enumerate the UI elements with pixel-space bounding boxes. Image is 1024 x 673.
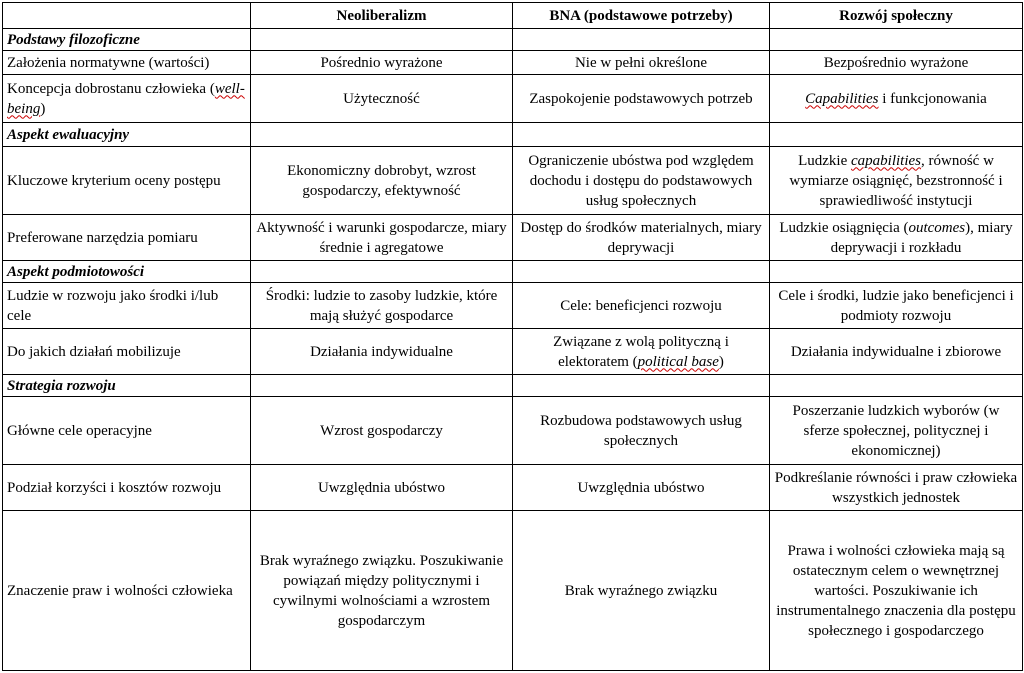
neoliberalizm-cell: Pośrednio wyrażone [251,51,513,75]
empty-cell [770,123,1023,147]
cell-text: i funkcjonowania [878,90,987,107]
neoliberalizm-cell: Uwzględnia ubóstwo [251,465,513,511]
cell-text: ) [718,353,724,370]
neoliberalizm-cell: Brak wyraźnego związku. Poszukiwanie powiązań między politycznymi i cywilnymi wolnościami a wzrostem gospodarczym [251,511,513,671]
empty-cell [513,375,770,397]
cell-text: Ludzkie [798,152,851,169]
row-label: Preferowane narzędzia pomiaru [3,215,251,261]
label-text: ) [40,100,46,117]
row-label: Kluczowe kryterium oceny postępu [3,147,251,215]
rozwoj-cell: Działania indywidualne i zbiorowe [770,329,1023,375]
bna-cell: Cele: beneficjenci rozwoju [513,283,770,329]
row-label [3,75,251,123]
table-row [3,397,1023,465]
table-row [3,329,1023,375]
rozwoj-cell [770,147,1023,215]
bna-cell: Dostęp do środków materialnych, miary deprywacji [513,215,770,261]
neoliberalizm-cell: Ekonomiczny dobrobyt, wzrost gospodarczy, efektywność [251,147,513,215]
rozwoj-cell: Poszerzanie ludzkich wyborów (w sferze społecznej, politycznej i ekonomicznej) [770,397,1023,465]
header-bna: BNA (podstawowe potrzeby) [513,3,770,29]
neoliberalizm-cell: Użyteczność [251,75,513,123]
section-row [3,261,1023,283]
row-label: Główne cele operacyjne [3,397,251,465]
rozwoj-cell: Bezpośrednio wyrażone [770,51,1023,75]
section-heading: Strategia rozwoju [3,375,251,397]
cell-text: Ludzkie osiągnięcia ( [779,219,909,236]
row-label: Znaczenie praw i wolności człowieka [3,511,251,671]
header-empty [3,3,251,29]
empty-cell [770,261,1023,283]
empty-cell [513,261,770,283]
cell-text: , równość w wymiarze osiągnięć, bezstronność i sprawiedliwość instytucji [789,152,1003,209]
neoliberalizm-cell: Aktywność i warunki gospodarcze, miary średnie i agregatowe [251,215,513,261]
section-row [3,29,1023,51]
bna-cell: Brak wyraźnego związku [513,511,770,671]
rozwoj-cell: Cele i środki, ludzie jako beneficjenci i podmioty rozwoju [770,283,1023,329]
neoliberalizm-cell: Działania indywidualne [251,329,513,375]
header-row [3,3,1023,29]
empty-cell [513,123,770,147]
section-row [3,123,1023,147]
bna-cell: Nie w pełni określone [513,51,770,75]
section-heading: Aspekt podmiotowości [3,261,251,283]
rozwoj-cell [770,75,1023,123]
bna-cell: Zaspokojenie podstawowych potrzeb [513,75,770,123]
section-row [3,375,1023,397]
table-row [3,75,1023,123]
section-heading: Aspekt ewaluacyjny [3,123,251,147]
rozwoj-cell: Podkreślanie równości i praw człowieka wszystkich jednostek [770,465,1023,511]
label-italic: well-being [7,80,245,117]
table-row [3,215,1023,261]
table-row [3,147,1023,215]
table-row [3,283,1023,329]
cell-italic: Capabilities [805,90,879,107]
row-label: Założenia normatywne (wartości) [3,51,251,75]
empty-cell [513,29,770,51]
bna-cell: Rozbudowa podstawowych usług społecznych [513,397,770,465]
cell-italic: political base [637,353,719,370]
table-row [3,51,1023,75]
neoliberalizm-cell: Środki: ludzie to zasoby ludzkie, które mają służyć gospodarce [251,283,513,329]
empty-cell [770,29,1023,51]
bna-cell [513,329,770,375]
empty-cell [251,375,513,397]
header-neoliberalizm: Neoliberalizm [251,3,513,29]
cell-text: ), miary deprywacji i rozkładu [830,219,1013,256]
empty-cell [770,375,1023,397]
row-label: Podział korzyści i kosztów rozwoju [3,465,251,511]
row-label: Do jakich działań mobilizuje [3,329,251,375]
header-rozwoj-spoleczny: Rozwój społeczny [770,3,1023,29]
cell-text: Związane z wolą polityczną i elektoratem ( [553,333,729,370]
rozwoj-cell [770,215,1023,261]
cell-italic: capabilities [851,152,921,169]
table-row [3,511,1023,671]
empty-cell [251,29,513,51]
empty-cell [251,261,513,283]
label-text: Koncepcja dobrostanu człowieka ( [7,80,215,97]
bna-cell: Uwzględnia ubóstwo [513,465,770,511]
bna-cell: Ograniczenie ubóstwa pod względem dochodu i dostępu do podstawowych usług społecznych [513,147,770,215]
section-heading: Podstawy filozoficzne [3,29,251,51]
table-row [3,465,1023,511]
empty-cell [251,123,513,147]
comparison-table [2,2,1023,671]
rozwoj-cell: Prawa i wolności człowieka mają są ostatecznym celem o wewnętrznej wartości. Poszukiwanie ich instrumentalnego znaczenia dla postępu społecznego i gospodarczego [770,511,1023,671]
cell-italic: outcomes [908,219,966,236]
row-label: Ludzie w rozwoju jako środki i/lub cele [3,283,251,329]
neoliberalizm-cell: Wzrost gospodarczy [251,397,513,465]
